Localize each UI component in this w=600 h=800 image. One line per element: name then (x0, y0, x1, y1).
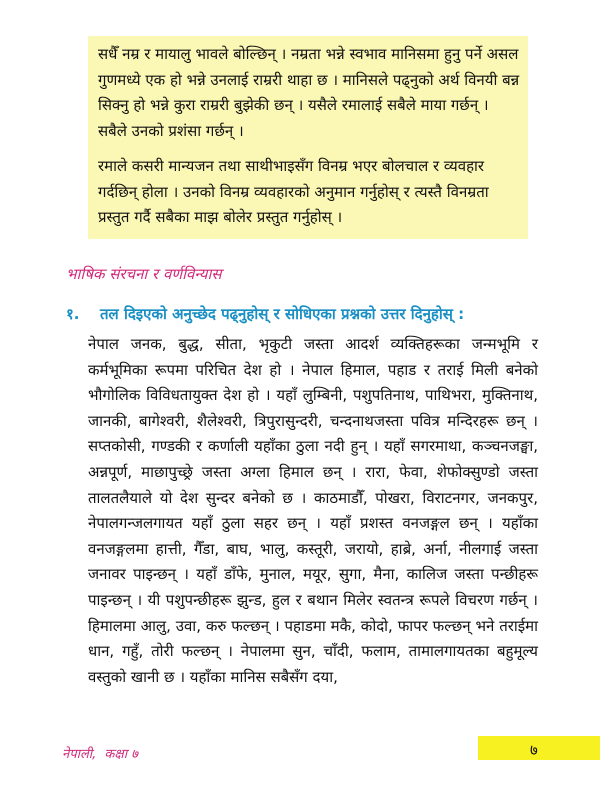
exercise-question (66, 304, 546, 324)
reading-passage: नेपाल जनक, बुद्ध, सीता, भृकुटी जस्ता आदर्श व्यक्तिहरूका जन्मभूमि र कर्मभूमिका रूपमा परिचित देश हो । नेपाल हिमाल, पहाड र तराई मिली बनेको भौगोलिक विविधतायुक्त देश हो । यहाँ लुम्बिनी, पशुपतिनाथ, पाथिभरा, मुक्तिनाथ, जानकी, बागेश्वरी, शैलेश्वरी, त्रिपुरासुन्दरी, चन्दनाथजस्ता पवित्र मन्दिरहरू छन् । सप्तकोसी, गण्डकी र कर्णाली यहाँका ठुला नदी हुन् । यहाँ सगरमाथा, कञ्चनजङ्घा, अन्नपूर्ण, माछापुच्छ्रे जस्ता अग्ला हिमाल छन् । रारा, फेवा, शेफोक्सुण्डो जस्ता तालतलैयाले यो देश सुन्दर बनेको छ । काठमाडौँ, पोखरा, विराटनगर, जनकपुर, नेपालगन्जलगायत यहाँ ठुला सहर छन् । यहाँ प्रशस्त वनजङ्गल छन् । यहाँका वनजङ्गलमा हात्ती, गैँडा, बाघ, भालु, कस्तूरी, जरायो, हाब्रे, अर्ना, नीलगाई जस्ता जनावर पाइन्छन् । यहाँ डाँफे, मुनाल, मयूर, सुगा, मैना, कालिज जस्ता पन्छीहरू पाइन्छन् । यी पशुपन्छीहरू झुन्ड, हुल र बथान मिलेर स्वतन्त्र रूपले विचरण गर्छन् । हिमालमा आलु, उवा, करु फल्छन् । पहाडमा मकै, कोदो, फापर फल्छन् भने तराईमा धान, गहुँ, तोरी फल्छन् । नेपालमा सुन, चाँदी, फलाम, तामालगायतका बहुमूल्य वस्तुको खानी छ । यहाँका मानिस सबैसँग दया, (88, 335, 538, 686)
section-heading: भाषिक संरचना र वर्णविन्यास (66, 265, 222, 283)
footer-subject: नेपाली, (62, 747, 97, 762)
callout-paragraph-1: सधैँ नम्र र मायालु भावले बोल्छिन् । नम्रता भन्ने स्वभाव मानिसमा हुनु पर्ने असल गुणमध्ये एक हो भन्ने उनलाई राम्ररी थाहा छ । मानिसले पढ्नुको अर्थ विनयी बन्न सिक्नु हो भन्ने कुरा राम्ररी बुझेकी छन् । यसैले रमालाई सबैले माया गर्छन् । सबैले उनको प्रशंसा गर्छन् । (98, 45, 520, 140)
reflection-callout-box (88, 36, 528, 239)
page-number-band (478, 736, 600, 760)
callout-paragraph-2: रमाले कसरी मान्यजन तथा साथीभाइसँग विनम्र भएर बोलचाल र व्यवहार गर्दछिन् होला । उनको विनम्र व्यवहारको अनुमान गर्नुहोस् र त्यस्तै विनम्रता प्रस्तुत गर्दै सबैका माझ बोलेर प्रस्तुत गर्नुहोस् । (98, 157, 489, 226)
question-text: तल दिइएको अनुच्छेद पढ्नुहोस् र सोधिएका प्रश्नको उत्तर दिनुहोस् : (100, 305, 465, 323)
footer-grade: कक्षा ७ (104, 747, 138, 762)
page-number: ७ (530, 741, 538, 759)
footer-book-label (62, 744, 138, 762)
question-number: १. (66, 305, 80, 323)
